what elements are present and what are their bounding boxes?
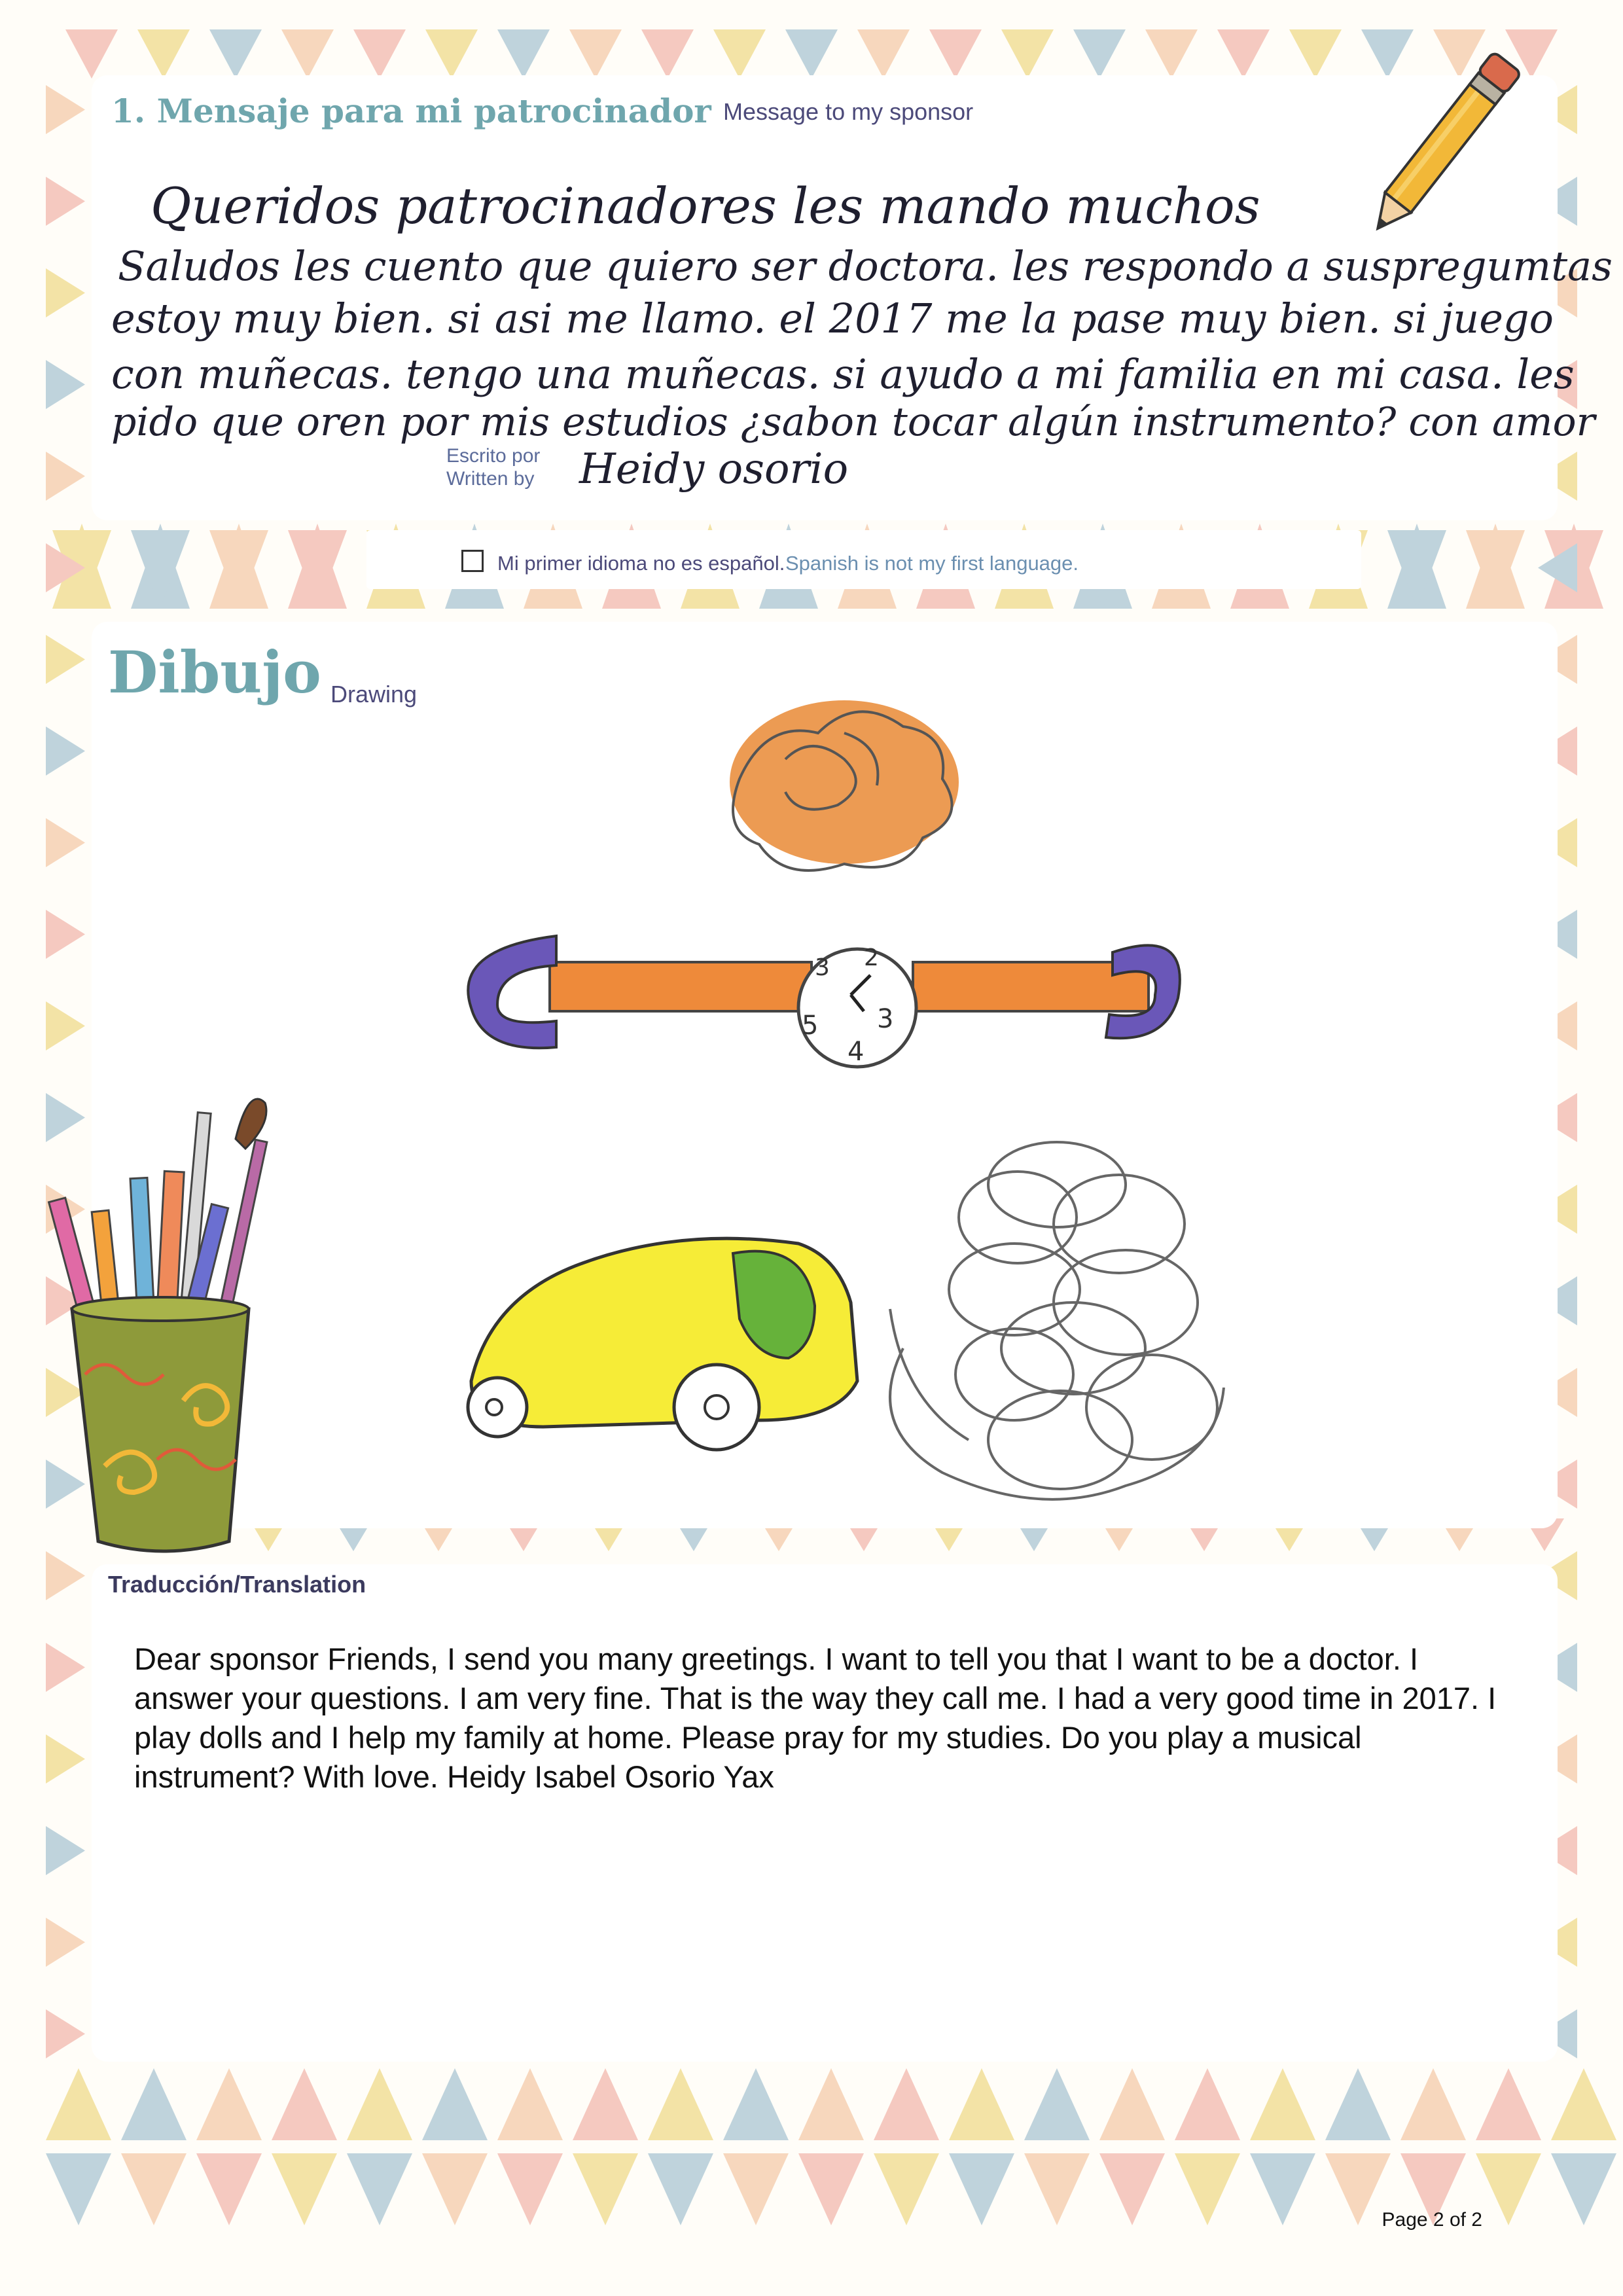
page-number: Page 2 of 2 xyxy=(1382,2209,1482,2231)
handwritten-line-2: Saludos les cuento que quiero ser doctora. les respondo a suspregumtas xyxy=(118,242,1613,290)
pencil-cup-illustration xyxy=(49,1099,267,1551)
watch-number: 2 xyxy=(864,944,879,971)
watch-number: 3 xyxy=(815,954,830,981)
car-drawing xyxy=(468,1238,857,1450)
translation-text: Dear sponsor Friends, I send you many greetings. I want to tell you that I want to be a doctor. I answer your questions. I am very fine. That is the way they call me. I had a very good time in 2017. I play dolls and I help my family at home. Please pray for my studies. Do you play a musical instrument? With love. Heidy Isabel Osorio Yax xyxy=(134,1641,1497,1794)
handwritten-line-5: pido que oren por mis estudios ¿sabon tocar algún instrumento? con amor xyxy=(111,399,1596,445)
handwritten-line-4: con muñecas. tengo una muñecas. si ayudo a mi familia en mi casa. les xyxy=(111,350,1575,398)
first-language-label-en: Spanish is not my first language. xyxy=(785,552,1079,575)
drawing-subtitle: Drawing xyxy=(330,681,418,708)
watch-number: 4 xyxy=(847,1037,865,1067)
drawing-title: Dibujo xyxy=(108,638,321,706)
translation-title: Traducción/Translation xyxy=(108,1571,366,1598)
watch-number: 5 xyxy=(802,1011,819,1041)
watch-number: 3 xyxy=(877,1004,894,1034)
written-by-es: Escrito por xyxy=(446,445,541,467)
message-subtitle: Message to my sponsor xyxy=(723,98,974,125)
message-title: 1. Mensaje para mi patrocinador xyxy=(111,92,711,130)
petal-sketch-drawing xyxy=(890,1142,1224,1499)
watch-drawing xyxy=(468,936,1180,1067)
written-by-en: Written by xyxy=(446,468,535,490)
signature: Heidy osorio xyxy=(579,445,849,493)
handwritten-line-3: estoy muy bien. si asi me llamo. el 2017 me la pase muy bien. si juego xyxy=(111,295,1554,342)
handwritten-line-1: Queridos patrocinadores les mando muchos xyxy=(151,177,1260,235)
hair-bun-drawing xyxy=(730,700,959,870)
first-language-label-es: Mi primer idioma no es español. xyxy=(497,552,785,575)
